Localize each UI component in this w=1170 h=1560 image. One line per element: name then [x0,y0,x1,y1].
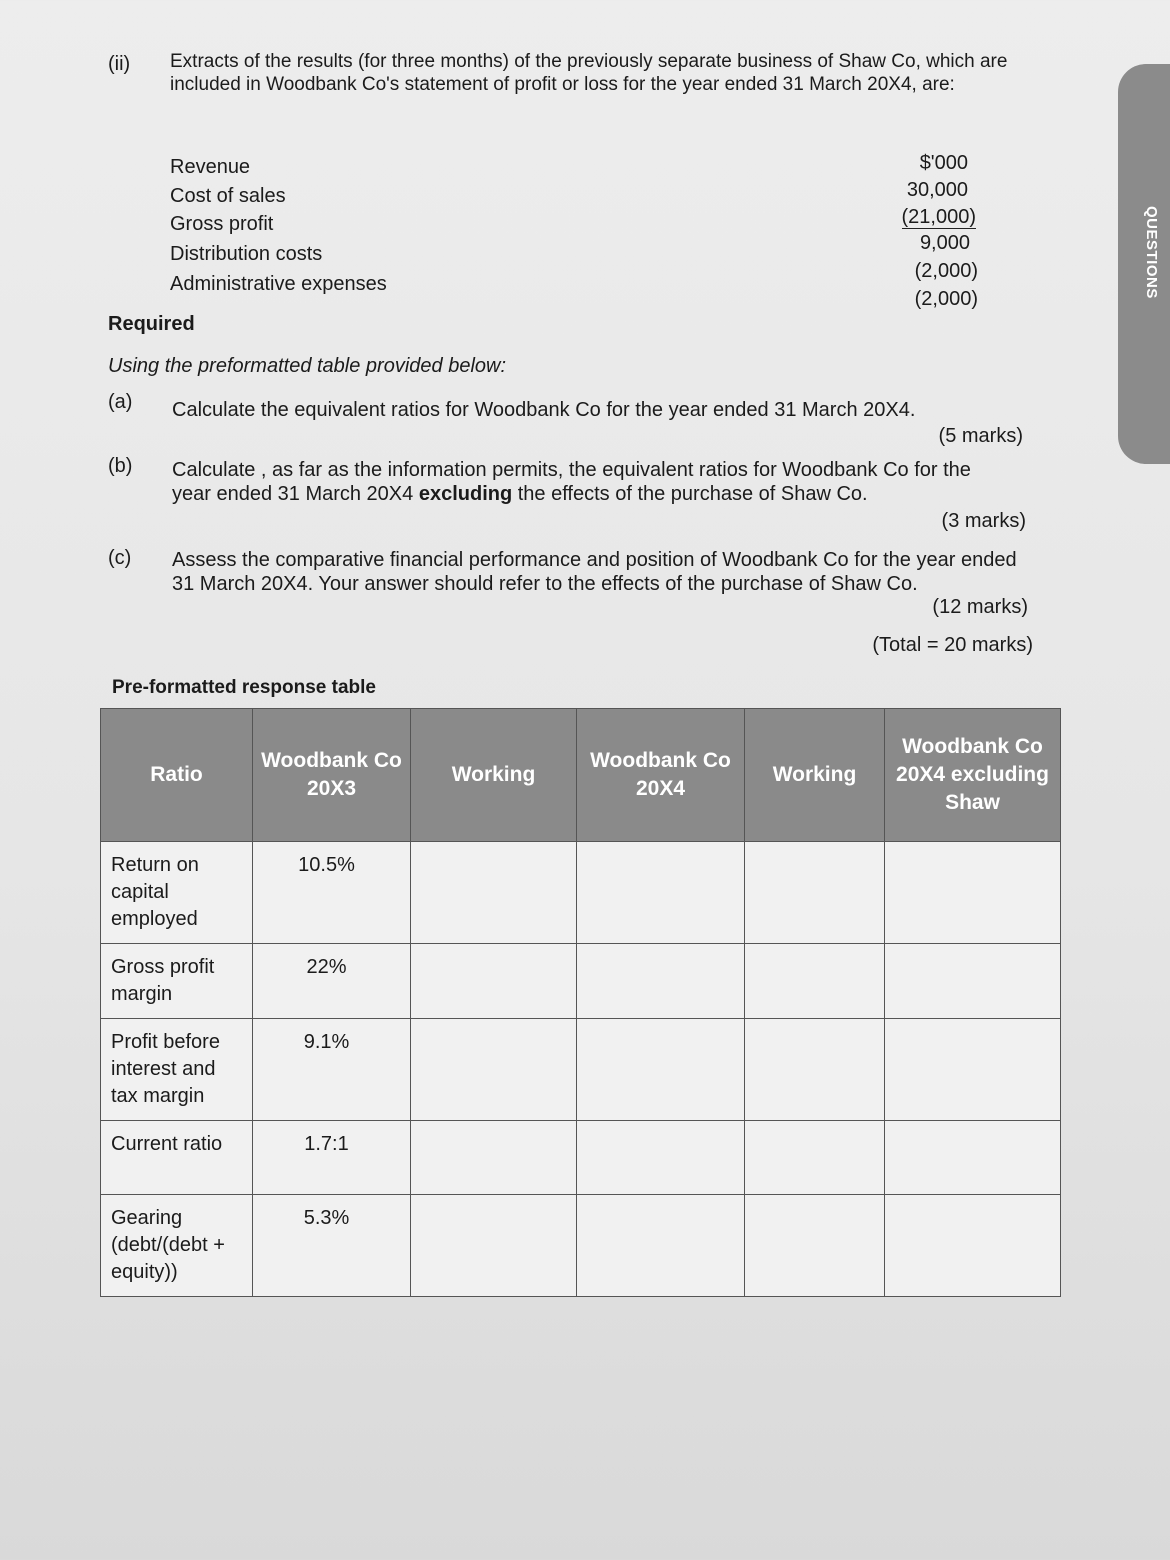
fin-label-distribution: Distribution costs [170,243,323,265]
question-c-marks: (12 marks) [932,596,1028,618]
table-row [101,1195,1061,1297]
working-cell[interactable] [411,1019,577,1121]
working-cell[interactable] [745,1121,885,1195]
header-woodbank-20x4: Woodbank Co 20X4 [577,709,745,842]
value-20x3: 9.1% [253,1019,411,1121]
table-row [101,1019,1061,1121]
question-a-text: Calculate the equivalent ratios for Woodbank Co for the year ended 31 March 20X4. [172,399,916,421]
table-title: Pre-formatted response table [112,677,376,698]
side-tab-label: QUESTIONS [1143,206,1160,299]
question-b-text [172,458,1002,506]
value-20x3: 10.5% [253,842,411,944]
working-cell[interactable] [745,1195,885,1297]
ratio-name: Gross profit margin [101,944,253,1019]
table-row [101,1121,1061,1195]
fin-value-admin: (2,000) [914,288,978,310]
question-b-label: (b) [108,455,133,477]
ratio-name: Return on capital employed [101,842,253,944]
ratio-name: Current ratio [101,1121,253,1195]
header-woodbank-20x4-excl-shaw: Woodbank Co 20X4 excluding Shaw [885,709,1061,842]
header-ratio: Ratio [101,709,253,842]
extract-text: Extracts of the results (for three months) of the previously separate business of Shaw Co, which are included in Woodbank Co's statement of profit or loss for the year ended 31 March 20X4, are: [170,51,1008,95]
working-cell[interactable] [745,1019,885,1121]
instruction: Using the preformatted table provided below: [108,355,507,377]
working-cell[interactable] [745,842,885,944]
question-a-marks: (5 marks) [938,425,1023,447]
question-b-marks: (3 marks) [941,510,1026,532]
fin-label-admin: Administrative expenses [170,273,387,295]
question-a-label: (a) [108,391,133,413]
working-cell[interactable] [745,944,885,1019]
value-excl-shaw-cell[interactable] [885,1195,1061,1297]
table-row [101,842,1061,944]
value-20x4-cell[interactable] [577,944,745,1019]
fin-label-revenue: Revenue [170,156,251,178]
value-20x4-cell[interactable] [577,1019,745,1121]
fin-value-distribution: (2,000) [914,260,978,282]
total-marks: (Total = 20 marks) [872,634,1033,656]
value-excl-shaw-cell[interactable] [885,1019,1061,1121]
item-label: (ii) [108,53,131,75]
working-cell[interactable] [411,944,577,1019]
fin-value-cost-of-sales: (21,000) [901,206,976,228]
header-working-1: Working [411,709,577,842]
question-b-text-bold: excluding [418,483,513,505]
question-b-text-after: the effects of the purchase of Shaw Co. [512,483,868,505]
value-20x4-cell[interactable] [577,1195,745,1297]
working-cell[interactable] [411,1121,577,1195]
questions-side-tab [1118,64,1170,464]
value-excl-shaw-cell[interactable] [885,1121,1061,1195]
response-table [100,708,1061,1297]
header-working-2: Working [745,709,885,842]
table-header-row [101,709,1061,842]
fin-label-cost-of-sales: Cost of sales [170,185,286,207]
fin-value-gross-profit: 9,000 [919,232,970,254]
table-row [101,944,1061,1019]
value-excl-shaw-cell[interactable] [885,944,1061,1019]
ratio-name: Gearing (debt/(debt + equity)) [101,1195,253,1297]
value-20x3: 1.7:1 [253,1121,411,1195]
header-woodbank-20x3: Woodbank Co 20X3 [253,709,411,842]
ratio-name: Profit before interest and tax margin [101,1019,253,1121]
value-20x3: 5.3% [253,1195,411,1297]
value-20x3: 22% [253,944,411,1019]
unit-label: $'000 [919,152,968,174]
working-cell[interactable] [411,1195,577,1297]
required-heading: Required [108,313,195,335]
value-20x4-cell[interactable] [577,842,745,944]
question-c-text: Assess the comparative financial performance and position of Woodbank Co for the year ended 31 March 20X4. Your answer should refer to the effects of the purchase of Shaw Co. [172,549,1017,595]
fin-value-cost-of-sales-wrap [856,206,976,229]
value-excl-shaw-cell[interactable] [885,842,1061,944]
fin-value-revenue: 30,000 [906,179,968,201]
fin-label-gross-profit: Gross profit [170,213,274,235]
working-cell[interactable] [411,842,577,944]
value-20x4-cell[interactable] [577,1121,745,1195]
question-b-text-before: Calculate , as far as the information permits, the equivalent ratios for Woodbank Co for the year ended 31 March 20X4 [172,459,971,505]
question-c-label: (c) [108,547,132,569]
